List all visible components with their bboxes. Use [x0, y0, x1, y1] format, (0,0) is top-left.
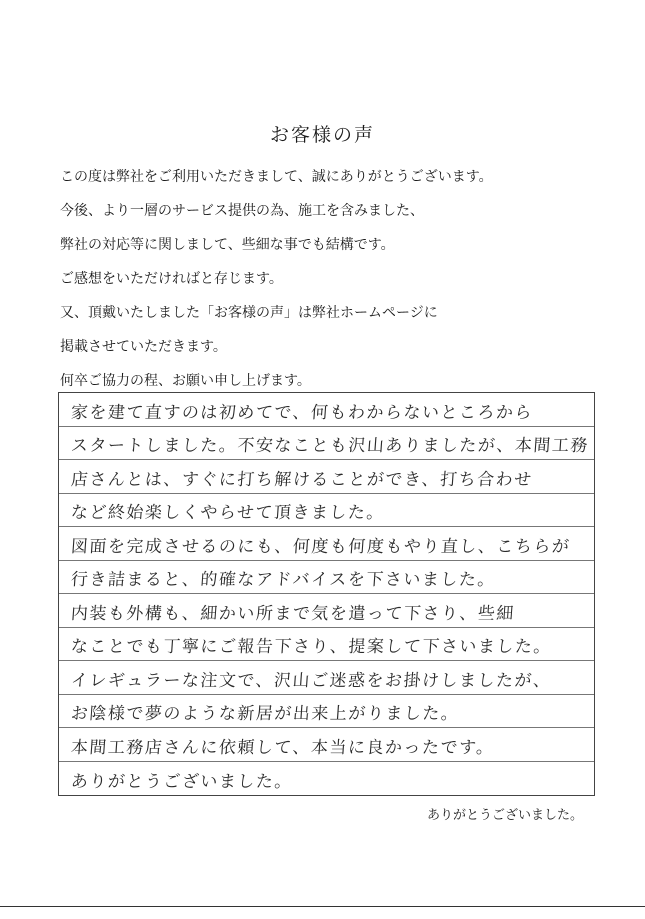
handwritten-line: お陰様で夢のような新居が出来上がりました。 [70, 704, 461, 724]
handwritten-line: 内装も外構も、細かい所まで気を遣って下さり、些細 [70, 603, 516, 624]
comment-row [59, 661, 594, 695]
comment-row [59, 527, 594, 561]
intro-line: 又、頂戴いたしました「お客様の声」は弊社ホームページに [60, 305, 438, 321]
handwritten-line: なことでも丁寧にご報告下さり、提案して下さいました。 [70, 637, 553, 657]
intro-line: 弊社の対応等に関しまして、些細な事でも結構です。 [60, 237, 395, 253]
intro-line: 今後、より一層のサービス提供の為、施工を含みました、 [60, 203, 424, 219]
handwritten-line: 店さんとは、すぐに打ち解けることができ、打ち合わせ [70, 469, 534, 490]
handwritten-line: 本間工務店さんに依頼して、本当に良かったです。 [70, 737, 496, 758]
handwritten-line: 行き詰まると、的確なアドバイスを下さいました。 [70, 570, 497, 590]
intro-text [60, 168, 600, 406]
handwritten-line: イレギュラーな注文で、沢山ご迷惑をお掛けしましたが、 [70, 670, 553, 691]
comment-row [59, 494, 594, 528]
intro-line: 何卒ご協力の程、お願い申し上げます。 [60, 373, 311, 389]
comment-row [59, 594, 594, 628]
comment-row [59, 393, 594, 427]
comment-row [59, 695, 594, 729]
handwritten-line: 家を建て直すのは初めてで、何もわからないところから [70, 402, 534, 423]
bottom-divider [0, 906, 645, 907]
handwritten-line: など終始楽しくやらせて頂きました。 [70, 503, 386, 523]
comment-row [59, 728, 594, 762]
handwritten-line: 図面を完成させるのにも、何度も何度もやり直し、こちらが [70, 536, 572, 557]
closing-text: ありがとうございました。 [426, 808, 583, 823]
page-title: お客様の声 [269, 124, 375, 146]
handwritten-line: ありがとうございました。 [70, 772, 294, 792]
handwritten-line: スタートしました。不安なことも沢山ありましたが、本間工務 [70, 436, 590, 456]
comment-row [59, 561, 594, 595]
intro-line: ご感想をいただければと存じます。 [60, 271, 283, 287]
intro-line: 掲載させていただきます。 [60, 339, 227, 355]
comment-row [59, 762, 594, 796]
intro-line: この度は弊社をご利用いただきまして、誠にありがとうございます。 [60, 169, 493, 185]
customer-comment-box [58, 392, 595, 796]
comment-row [59, 460, 594, 494]
comment-row [59, 427, 594, 461]
comment-row [59, 628, 594, 662]
